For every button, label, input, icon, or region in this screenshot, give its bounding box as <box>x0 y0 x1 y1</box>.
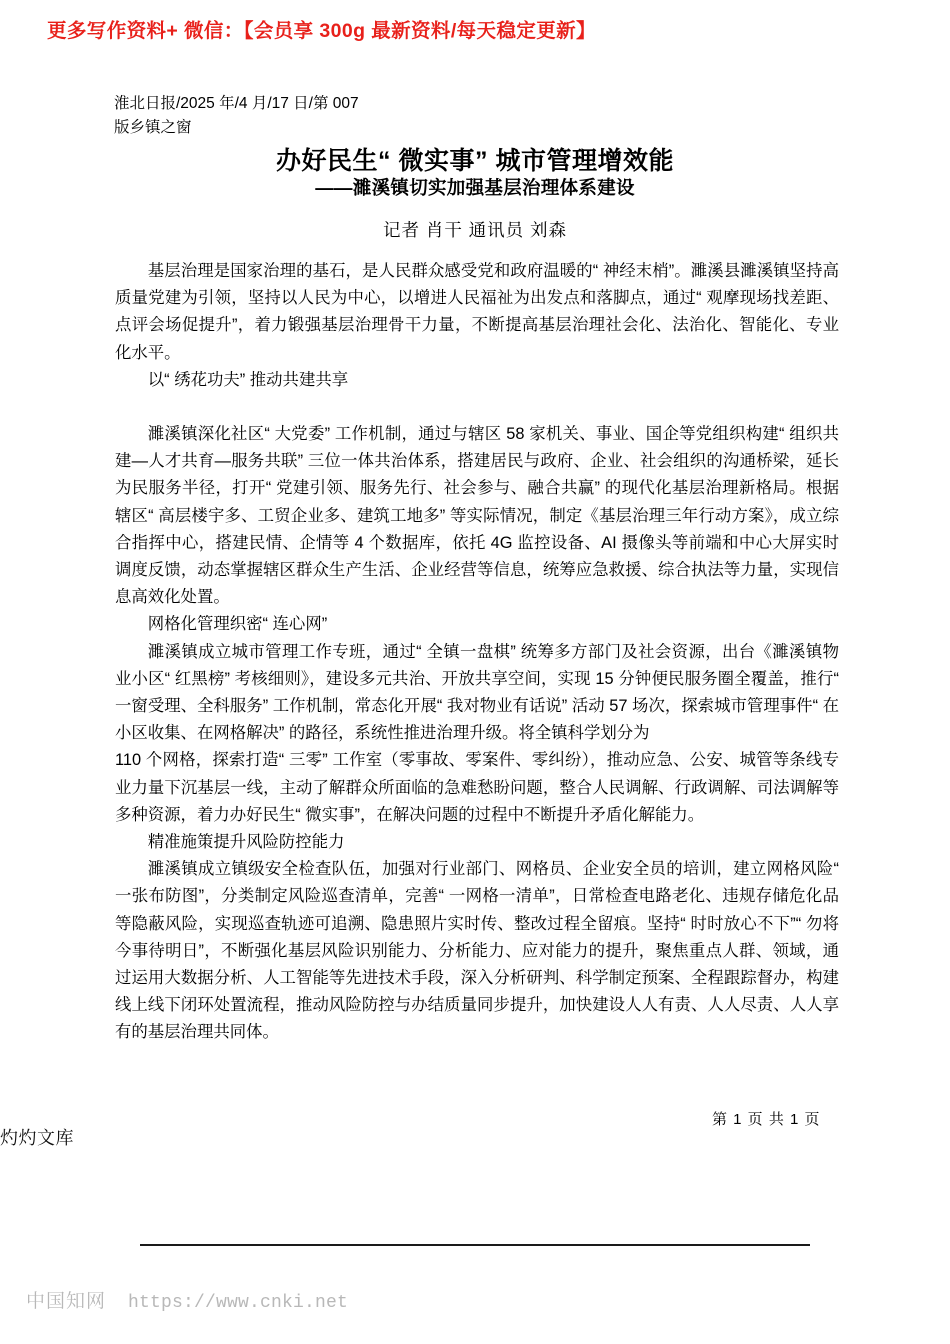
promo-banner-text: 更多写作资料+ 微信：【会员享 300g 最新资料/每天稳定更新】 <box>47 20 596 42</box>
article-section-heading: 以“ 绣花功夫” 推动共建共享 <box>147 370 349 389</box>
article-paragraph: 濉溪镇深化社区“ 大党委” 工作机制，通过与辖区 58 家机关、事业、国企等党组织构建“ 组织共建—人才共育—服务共联” 三位一体共治体系，搭建居民与政府、企业、社会组织的沟通桥梁，延长为民服务半径，打开“ 党建引领、服务先行、社会参与、融合共赢” 的现代化基层治理新格局。根据辖区“ 高层楼宇多、工贸企业多、建筑工地多” 等实际情况，制定《基层治理三年行动方案》，成立综合指挥中心，搭建民情、企情等 4 个数据库，依托 4G 监控设备、AI 摄像头等前端和中心大屏实时调度反馈，动态掌握辖区群众生产生活、企业经营等信息，统筹应急救援、综合执法等力量，实现信息高效化处置。 <box>115 425 839 607</box>
article-paragraph: 濉溪镇成立镇级安全检查队伍，加强对行业部门、网格员、企业安全员的培训，建立网格风险“ 一张布防图”，分类制定风险巡查清单，完善“ 一网格一清单”，日常检查电路老化、违规存储危化品等隐蔽风险，实现巡查轨迹可追溯、隐患照片实时传、整改过程全留痕。坚持“ 时时放心不下”“ 勿将今事待明日”，不断强化基层风险识别能力、分析能力、应对能力的提升，聚焦重点人群、领域，通过运用大数据分析、人工智能等先进技术手段，深入分析研判、科学制定预案、全程跟踪督办，构建线上线下闭环处置流程，推动风险防控与办结质量同步提升，加快建设人人有责、人人尽责、人人享有的基层治理共同体。 <box>115 860 839 1042</box>
page-number-footer: 第 1 页 共 1 页 <box>712 1111 821 1128</box>
page-subtitle: ——濉溪镇切实加强基层治理体系建设 <box>315 177 635 198</box>
footer-divider <box>140 1244 810 1246</box>
article-section-heading: 网格化管理织密“ 连心网” <box>147 615 328 634</box>
cnki-url-label: https://www.cnki.net <box>128 1293 349 1313</box>
page-title: 办好民生“ 微实事” 城市管理增效能 <box>276 147 674 175</box>
newspaper-masthead <box>114 92 534 140</box>
masthead-line-section: 版乡镇之窗 <box>114 119 192 137</box>
article-paragraph: 110 个网格，探索打造“ 三零” 工作室（零事故、零案件、零纠纷），推动应急、公安、城管等条线专业力量下沉基层一线，主动了解群众所面临的急难愁盼问题，整合人民调解、行政调解、司法调解等多种资源，着力办好民生“ 微实事”，在解决问题的过程中不断提升矛盾化解能力。 <box>115 751 839 824</box>
masthead-line-source-date: 淮北日报/2025 年/4 月/17 日/第 007 <box>114 95 359 112</box>
article-body <box>115 258 839 1047</box>
article-section-heading: 精准施策提升风险防控能力 <box>147 833 345 852</box>
article-byline: 记者 肖干 通讯员 刘森 <box>382 220 568 240</box>
cnki-footer <box>26 1286 348 1313</box>
cnki-brand-label: 中国知网 <box>26 1291 107 1312</box>
article-paragraph: 濉溪镇成立城市管理工作专班，通过“ 全镇一盘棋” 统筹多方部门及社会资源，出台《濉溪镇物业小区“ 红黑榜” 考核细则》，建设多元共治、开放共享空间，实现 15 分钟便民服务圈全覆盖，推行“ 一窗受理、全科服务” 工作机制，常态化开展“ 我对物业有话说” 活动 57 场次，探索城市管理事件“ 在小区收集、在网格解决” 的路径，系统性推进治理升级。将全镇科学划分为 <box>115 642 839 743</box>
library-watermark: 灼灼文库 <box>0 1128 74 1148</box>
article-paragraph: 基层治理是国家治理的基石，是人民群众感受党和政府温暖的“ 神经末梢”。濉溪县濉溪镇坚持高质量党建为引领，坚持以人民为中心，以增进人民福祉为出发点和落脚点，通过“ 观摩现场找差距、点评会场促提升”，着力锻强基层治理骨干力量，不断提高基层治理社会化、法治化、智能化、专业化水平。 <box>115 262 839 362</box>
